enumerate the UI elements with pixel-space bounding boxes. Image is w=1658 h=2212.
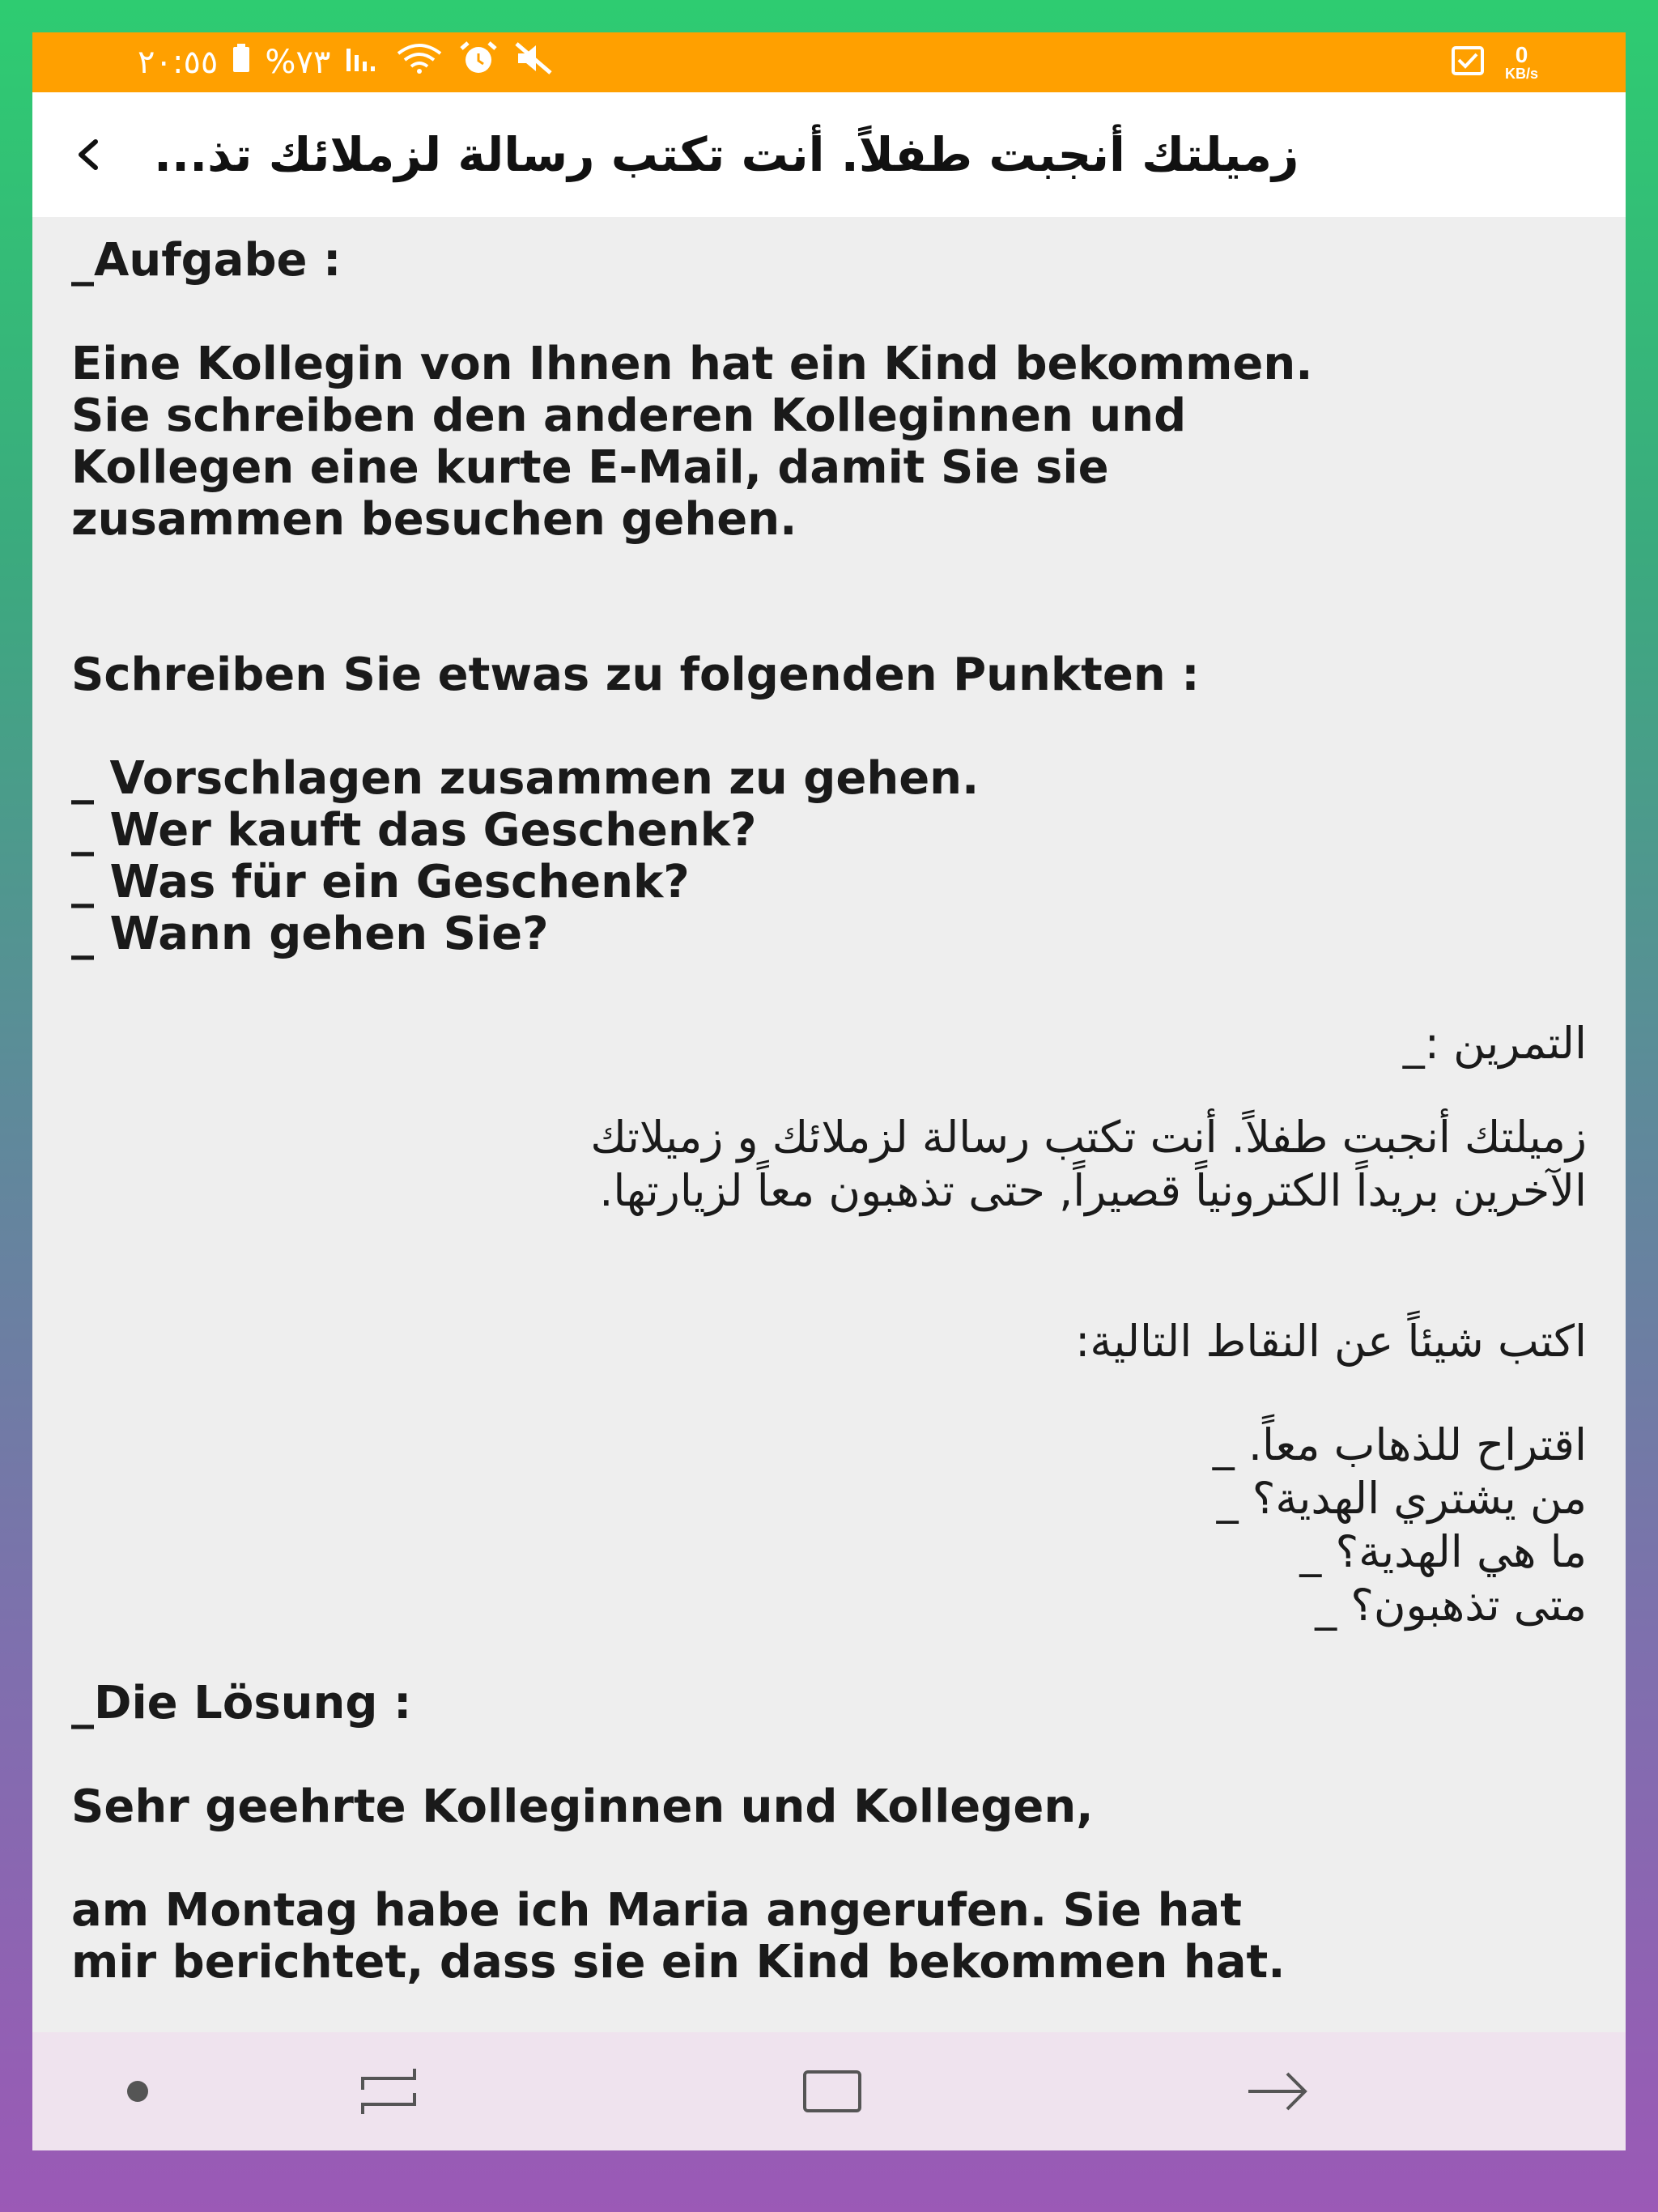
home-button[interactable] — [800, 2059, 865, 2124]
points-list-de — [71, 753, 1587, 960]
mute-icon — [513, 40, 554, 84]
task-text-de: Eine Kollegin von Ihnen hat ein Kind bekommen. Sie schreiben den anderen Kolleginnen und Kollegen eine kurte E-Mail, damit Sie sie zusammen besuchen gehen. — [71, 338, 1313, 546]
list-item: _ Vorschlagen zusammen zu gehen. — [71, 752, 980, 805]
list-item: متى تذهبون؟ _ — [1315, 1580, 1587, 1631]
status-bar — [32, 32, 1626, 92]
net-speed — [1505, 44, 1538, 81]
back-nav-button[interactable] — [1245, 2059, 1310, 2124]
net-speed-unit: KB/s — [1504, 66, 1538, 82]
battery-level: %٧٣ — [265, 44, 331, 81]
status-time: ٢٠:٥٥ — [138, 44, 219, 81]
net-speed-value: 0 — [1515, 42, 1528, 67]
task-text-ar: زميلتك أنجبت طفلاً. أنت تكتب رسالة لزملائك و زميلاتك الآخرين بريداً الكترونياً قصيراً, حتى تذهبون معاً لزيارتها. — [590, 1112, 1587, 1216]
points-heading-ar: اكتب شيئاً عن النقاط التالية: — [1075, 1316, 1587, 1367]
status-right — [1452, 39, 1538, 86]
alarm-icon — [458, 40, 499, 84]
task-heading-de: _Aufgabe : — [71, 234, 342, 287]
recent-apps-button[interactable] — [356, 2059, 421, 2124]
page-title: زميلتك أنجبت طفلاً. أنت تكتب رسالة لزملائك تذ... — [154, 127, 1299, 182]
battery-icon — [232, 44, 250, 81]
list-item: _ Wann gehen Sie? — [71, 908, 549, 960]
status-left — [138, 39, 554, 86]
task-heading-ar: التمرين :_ — [1402, 1018, 1587, 1069]
list-item: _ Was für ein Geschenk? — [71, 856, 690, 908]
phone-screen — [32, 32, 1626, 2150]
recent-apps-icon — [356, 2067, 421, 2116]
solution-text: am Montag habe ich Maria angerufen. Sie hat mir berichtet, dass sie ein Kind bekommen hat. — [71, 1884, 1286, 1989]
message-icon — [1452, 46, 1484, 79]
points-heading-de: Schreiben Sie etwas zu folgenden Punkten : — [71, 649, 1200, 701]
navigation-bar — [32, 2032, 1626, 2150]
back-arrow-icon — [1245, 2067, 1310, 2116]
list-item: من يشتري الهدية؟ _ — [1216, 1473, 1587, 1524]
solution-heading: _Die Lösung : — [71, 1677, 412, 1729]
chevron-left-icon — [71, 137, 104, 172]
dot-icon — [125, 2079, 150, 2104]
back-button[interactable] — [55, 122, 120, 187]
list-item: اقتراح للذهاب معاً. _ — [1212, 1419, 1587, 1470]
solution-greeting: Sehr geehrte Kolleginnen und Kollegen, — [71, 1780, 1094, 1833]
wifi-icon — [395, 42, 444, 83]
signal-icon — [345, 44, 380, 81]
app-bar — [32, 92, 1626, 217]
nav-dot-button[interactable] — [105, 2059, 170, 2124]
list-item: _ Wer kauft das Geschenk? — [71, 804, 757, 857]
list-item: ما هي الهدية؟ _ — [1299, 1526, 1587, 1577]
article-content — [71, 217, 1587, 2032]
home-icon — [800, 2067, 865, 2116]
points-list-ar — [71, 1419, 1587, 1632]
